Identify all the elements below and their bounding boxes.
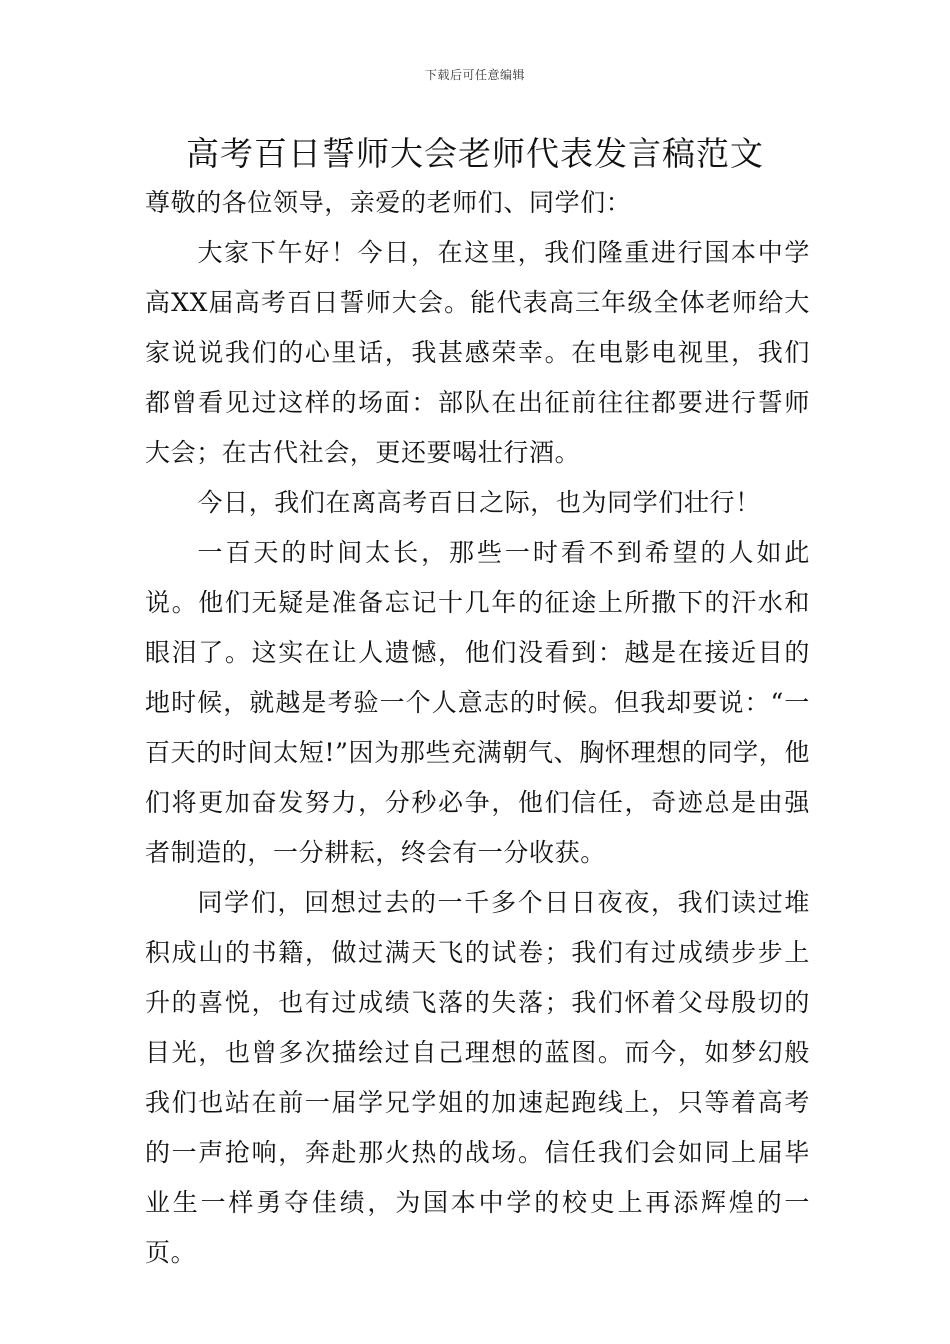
paragraph-greeting: 大家下午好！今日，在这里，我们隆重进行国本中学高XX届高考百日誓师大会。能代表高三年级全体老师给大家说说我们的心里话，我甚感荣幸。在电影电视里，我们都曾看见过这样的场面：部队在出征前往往都要进行誓师大会；在古代社会，更还要喝壮行酒。: [145, 238, 810, 467]
document-body: [145, 178, 810, 1278]
paragraph-send-off: 今日，我们在离高考百日之际，也为同学们壮行！: [197, 488, 761, 517]
salutation: 尊敬的各位领导，亲爱的老师们、同学们：: [145, 188, 632, 217]
header-note: 下载后可任意编辑: [424, 68, 525, 82]
paragraph-hundred-days: 一百天的时间太长，那些一时看不到希望的人如此说。他们无疑是准备忘记十几年的征途上所撒下的汗水和眼泪了。这实在让人遗憾，他们没看到：越是在接近目的地时候，就越是考验一个人意志的时候。但我却要说：“一百天的时间太短!”因为那些充满朝气、胸怀理想的同学，他们将更加奋发努力，分秒必争，他们信任，奇迹总是由强者制造的，一分耕耘，终会有一分收获。: [145, 538, 810, 867]
paragraph-recollection: 同学们，回想过去的一千多个日日夜夜，我们读过堆积成山的书籍，做过满天飞的试卷；我们有过成绩步步上升的喜悦，也有过成绩飞落的失落；我们怀着父母殷切的目光，也曾多次描绘过自己理想的蓝图。而今，如梦幻般我们也站在前一届学兄学姐的加速起跑线上，只等着高考的一声抢响，奔赴那火热的战场。信任我们会如同上届毕业生一样勇夺佳绩，为国本中学的校史上再添辉煌的一页。: [145, 888, 810, 1267]
document-title: 高考百日誓师大会老师代表发言稿范文: [186, 134, 764, 173]
